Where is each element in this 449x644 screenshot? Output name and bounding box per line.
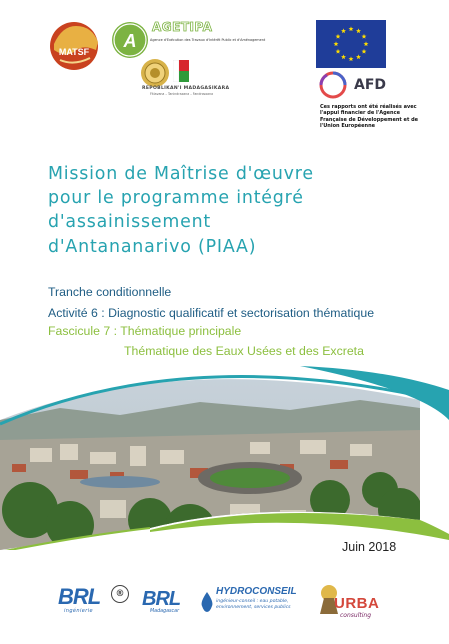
matse-wordmark: MATSF (58, 47, 90, 57)
hydroconseil-name: HYDROCONSEIL (216, 586, 297, 597)
title-line: d'Antananarivo (PIAA) (48, 236, 257, 257)
document-date: Juin 2018 (342, 540, 397, 554)
brl-ingenierie-logo (58, 584, 100, 610)
afd-name: AFD (354, 77, 387, 93)
brl-madagascar-tagline: Madagascar (150, 609, 180, 614)
title-line: Mission de Maîtrise d'œuvre (48, 164, 314, 184)
eu-flag-icon (316, 20, 386, 68)
brl-madagascar-logo (142, 588, 180, 611)
brl-ingenierie-name: BRL (58, 584, 101, 609)
brl-ingenierie-tagline: ingénierie (64, 608, 93, 614)
tranche-label: Tranche conditionnelle (48, 285, 172, 299)
city-photo (0, 360, 449, 550)
republic-motto: Fitiavana – Tanindrazana – Fandrosoana (150, 92, 214, 96)
urba-name: URBA (334, 595, 380, 612)
brl-madagascar-name: BRL (142, 588, 181, 610)
title-line: pour le programme intégré (48, 188, 304, 209)
svg-text:A: A (123, 31, 137, 51)
madagascar-flag-icon (173, 60, 189, 82)
agetipa-name: AGETIPA (152, 20, 213, 34)
activity-label: Activité 6 : Diagnostic qualificatif et sectorisation thématique (48, 306, 375, 320)
hydroconseil-tagline: ingénieur-conseil : eau potable, environnement, services publics (216, 599, 291, 610)
agetipa-emblem (110, 20, 150, 60)
title-line: d'assainissement (48, 212, 212, 233)
document-title (48, 162, 408, 259)
matse-logo (46, 20, 106, 72)
agetipa-subtitle: Agence d'Exécution des Travaux d'Intérêt Public et d'Aménagement (150, 38, 266, 42)
thematic-label: Thématique des Eaux Usées et des Excreta (124, 344, 364, 358)
madagascar-seal-icon (140, 58, 170, 88)
water-drop-icon (200, 592, 214, 612)
registered-badge: ® (111, 585, 129, 603)
afd-logo-icon (318, 70, 348, 100)
republic-name: REPOBLIKAN'I MADAGASIKARA (142, 86, 230, 91)
fascicule-label: Fascicule 7 : Thématique principale (48, 324, 242, 338)
urba-tagline: consulting (340, 612, 371, 619)
funding-note: Ces rapports ont été réalisés avec l'appui financier de l'Agence Française de Développement et de l'Union Européenne (320, 104, 419, 129)
